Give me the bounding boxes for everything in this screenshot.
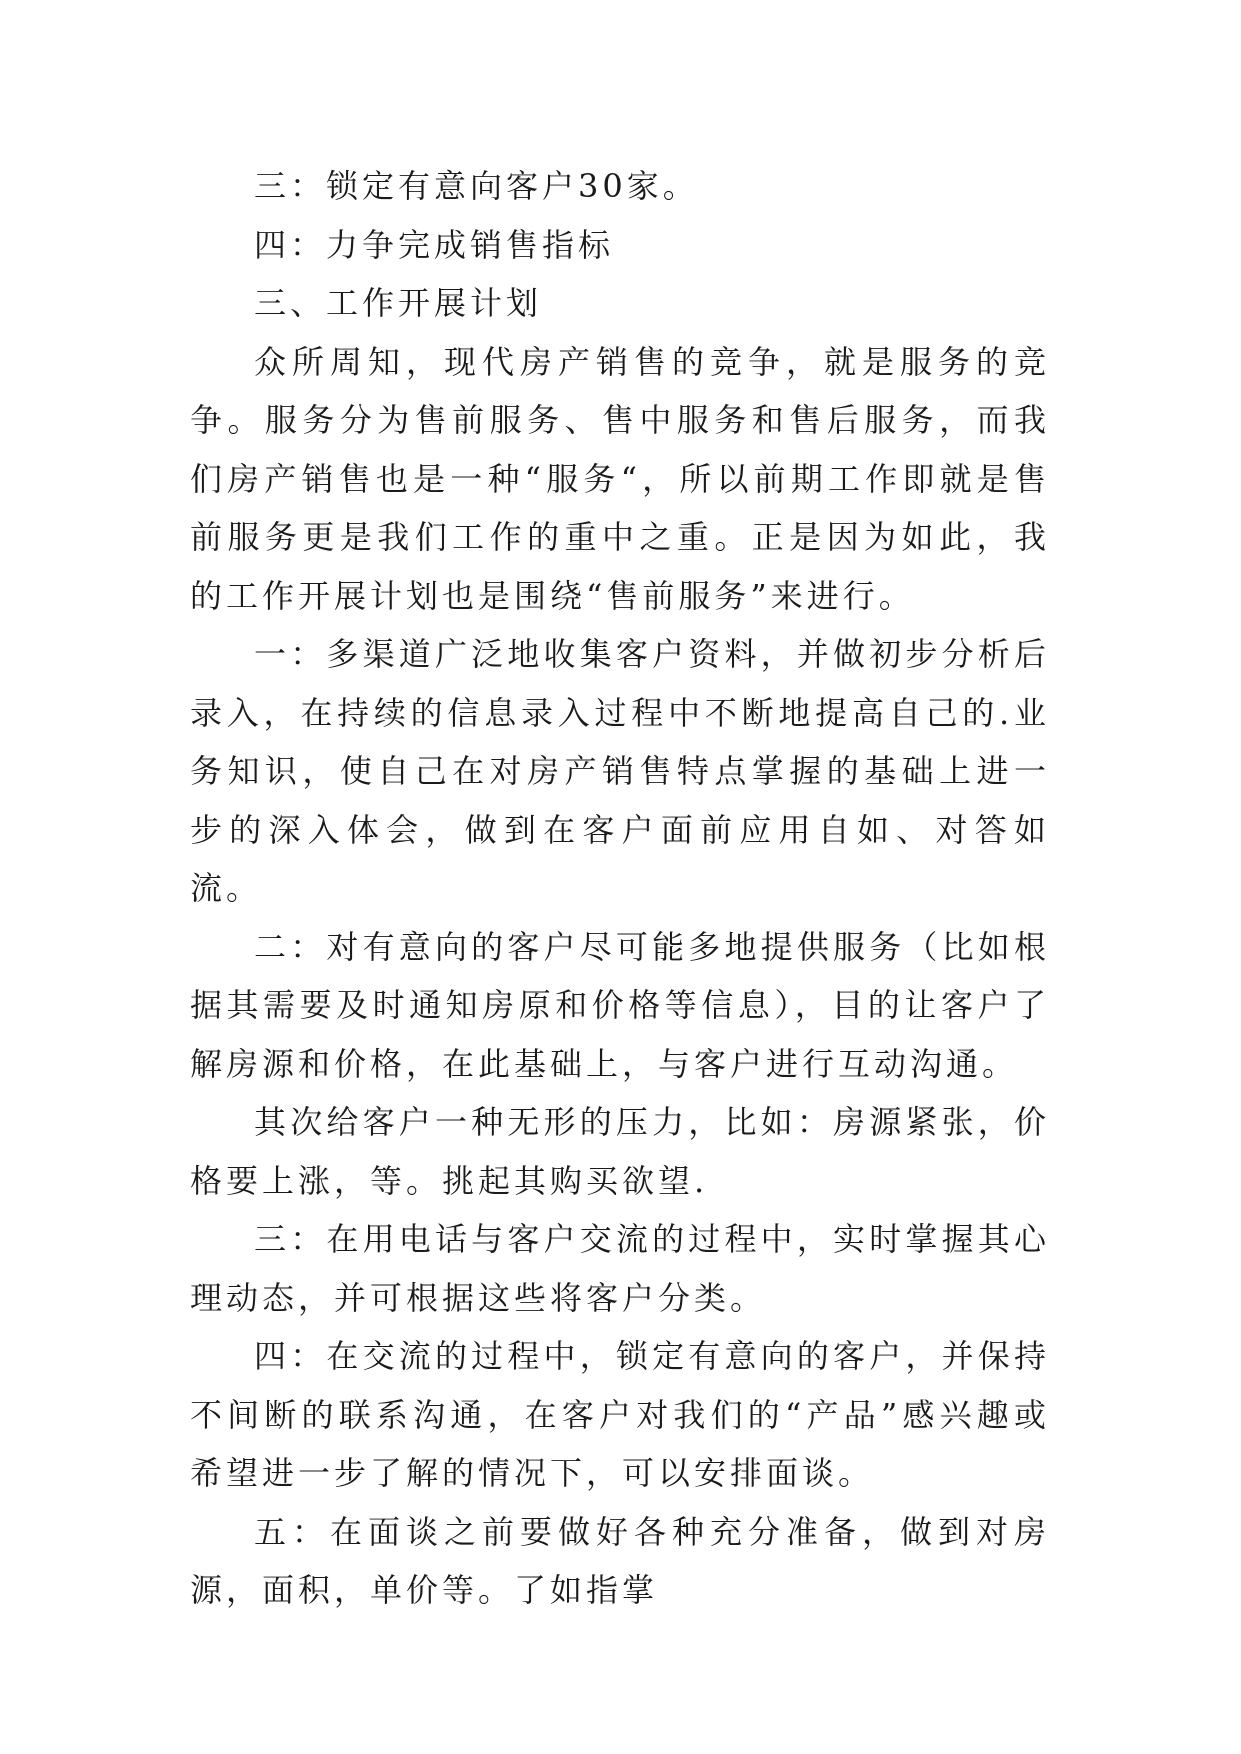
paragraph: 五：在面谈之前要做好各种充分准备，做到对房源，面积，单价等。了如指掌 bbox=[190, 1512, 1050, 1609]
document-body bbox=[190, 157, 1050, 1620]
paragraph: 一：多渠道广泛地收集客户资料，并做初步分析后录入，在持续的信息录入过程中不断地提高自己的.业务知识，使自己在对房产销售特点掌握的基础上进一步的深入体会，做到在客户面前应用自如、对答如流。 bbox=[190, 635, 1050, 907]
paragraph: 四：力争完成销售指标 bbox=[254, 225, 615, 264]
paragraph: 其次给客户一种无形的压力，比如：房源紧张，价格要上涨，等。挑起其购买欲望. bbox=[190, 1103, 1050, 1200]
paragraph: 四：在交流的过程中，锁定有意向的客户，并保持不间断的联系沟通，在客户对我们的“产品”感兴趣或希望进一步了解的情况下，可以安排面谈。 bbox=[190, 1337, 1050, 1492]
section-heading: 三、工作开展计划 bbox=[254, 284, 543, 322]
paragraph: 二：对有意向的客户尽可能多地提供服务（比如根据其需要及时通知房原和价格等信息），目的让客户了解房源和价格，在此基础上，与客户进行互动沟通。 bbox=[190, 927, 1050, 1083]
paragraph: 三：在用电话与客户交流的过程中，实时掌握其心理动态，并可根据这些将客户分类。 bbox=[190, 1220, 1050, 1317]
paragraph: 众所周知，现代房产销售的竞争，就是服务的竞争。服务分为售前服务、售中服务和售后服务，而我们房产销售也是一种“服务“，所以前期工作即就是售前服务更是我们工作的重中之重。正是因为如此，我的工作开展计划也是围绕“售前服务”来进行。 bbox=[190, 342, 1050, 615]
paragraph: 三：锁定有意向客户30家。 bbox=[254, 167, 699, 205]
